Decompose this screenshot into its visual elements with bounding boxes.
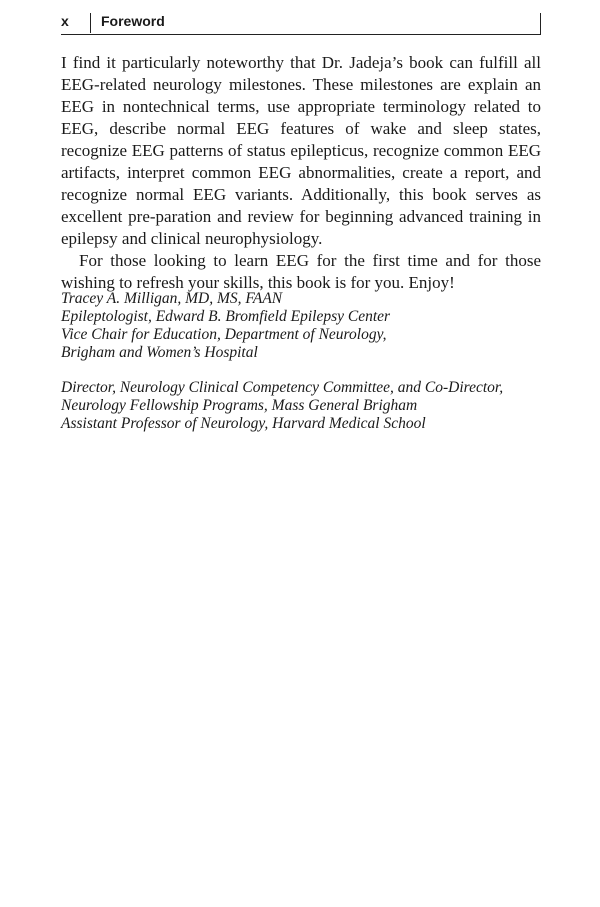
- page-number: x: [61, 13, 69, 29]
- header-right-rule: [540, 13, 541, 34]
- section-title: Foreword: [101, 13, 165, 29]
- signature-line: Director, Neurology Clinical Competency Committee, and Co-Director,: [61, 379, 504, 396]
- paragraph-1: I find it particularly noteworthy that Dr. Jadeja’s book can fulfill all EEG-related neurology milestones. These milestones are explain an EEG in nontechnical terms, use appropriate terminology related to EEG, describe normal EEG features of wake and sleep states, recognize EEG patterns of status epilepticus, recognize common EEG artifacts, interpret common EEG abnormalities, create a report, and recognize normal EEG variants. Additionally, this book serves as excellent pre-paration and review for beginning advanced training in epilepsy and clinical neurophysiology.: [61, 53, 541, 248]
- signature-block-2: [61, 379, 541, 433]
- body-text: [61, 52, 541, 294]
- signature-line: Brigham and Women’s Hospital: [61, 344, 258, 361]
- signature-name: Tracey A. Milligan, MD, MS, FAAN: [61, 290, 283, 307]
- signature-block-1: [61, 290, 541, 362]
- paragraph-2: For those looking to learn EEG for the first time and for those wishing to refresh your skills, this book is for you. Enjoy!: [61, 251, 541, 292]
- header-separator: [90, 13, 91, 33]
- signature-line: Epileptologist, Edward B. Bromfield Epilepsy Center: [61, 308, 391, 325]
- signature-line: Vice Chair for Education, Department of Neurology,: [61, 326, 387, 343]
- running-head: [61, 10, 541, 35]
- signature-line: Neurology Fellowship Programs, Mass General Brigham: [61, 397, 418, 414]
- signature-line: Assistant Professor of Neurology, Harvard Medical School: [61, 415, 426, 432]
